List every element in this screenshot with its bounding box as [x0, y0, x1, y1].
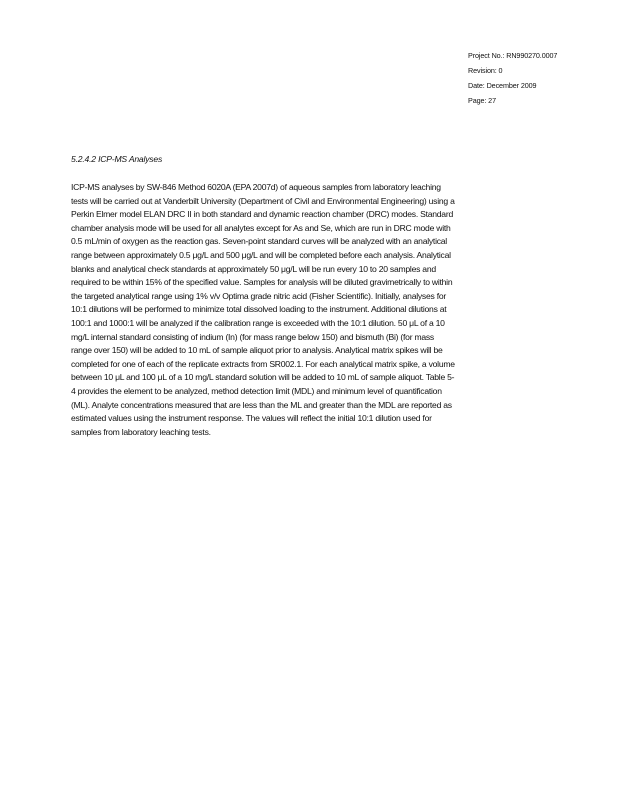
- paragraph-line: 4 provides the element to be analyzed, method detection limit (MDL) and minimum level of quantification: [71, 385, 442, 396]
- paragraph-line: mg/L internal standard consisting of indium (In) (for mass range below 150) and bismuth (Bi) (for mass: [71, 331, 434, 342]
- paragraph-line: between 10 μL and 100 μL of a 10 mg/L standard solution will be added to 10 mL of sample aliquot. Table 5-: [71, 372, 455, 383]
- document-date: Date: December 2009: [468, 81, 537, 90]
- paragraph-line: tests will be carried out at Vanderbilt University (Department of Civil and Environmental Engineering) using a: [71, 195, 455, 206]
- paragraph-line: 100:1 and 1000:1 will be analyzed if the calibration range is exceeded with the 10:1 dilution. 50 μL of a 10: [71, 317, 445, 328]
- paragraph-line: 10:1 dilutions will be performed to minimize total dissolved loading to the instrument. Additional dilutions at: [71, 304, 447, 315]
- paragraph-line: the targeted analytical range using 1% v/v Optima grade nitric acid (Fisher Scientific). Initially, analyses for: [71, 290, 446, 301]
- revision-number: Revision: 0: [468, 66, 503, 75]
- page-number: Page: 27: [468, 96, 496, 105]
- paragraph-line: chamber analysis mode will be used for all analytes except for As and Se, which are run in DRC mode with: [71, 222, 451, 233]
- paragraph-line: blanks and analytical check standards at approximately 50 μg/L will be run every 10 to 20 samples and: [71, 263, 436, 274]
- paragraph-line: range over 150) will be added to 10 mL of sample aliquot prior to analysis. Analytical matrix spikes will be: [71, 345, 443, 356]
- document-header: [468, 48, 608, 108]
- paragraph-line: Perkin Elmer model ELAN DRC II in both standard and dynamic reaction chamber (DRC) modes. Standard: [71, 209, 453, 220]
- paragraph-line: samples from laboratory leaching tests.: [71, 426, 211, 437]
- paragraph-line: ICP-MS analyses by SW-846 Method 6020A (EPA 2007d) of aqueous samples from laboratory leaching: [71, 182, 441, 192]
- paragraph-line: required to be within 15% of the specified value. Samples for analysis will be diluted gravimetrically to within: [71, 277, 453, 288]
- paragraph-line: range between approximately 0.5 μg/L and 500 μg/L and will be completed before each analysis. Analytical: [71, 249, 451, 260]
- paragraph-line: estimated values using the instrument response. The values will reflect the initial 10:1 dilution used for: [71, 413, 432, 424]
- body-paragraph: [71, 181, 541, 439]
- project-number: Project No.: RN990270.0007: [468, 51, 558, 60]
- paragraph-line: (ML). Analyte concentrations measured that are less than the ML and greater than the MDL are reported as: [71, 399, 452, 410]
- paragraph-line: completed for one of each of the replicate extracts from SR002.1. For each analytical matrix spike, a volume: [71, 358, 455, 369]
- section-heading: 5.2.4.2 ICP-MS Analyses: [71, 154, 163, 164]
- paragraph-line: 0.5 mL/min of oxygen as the reaction gas. Seven-point standard curves will be analyzed with an analytical: [71, 236, 447, 247]
